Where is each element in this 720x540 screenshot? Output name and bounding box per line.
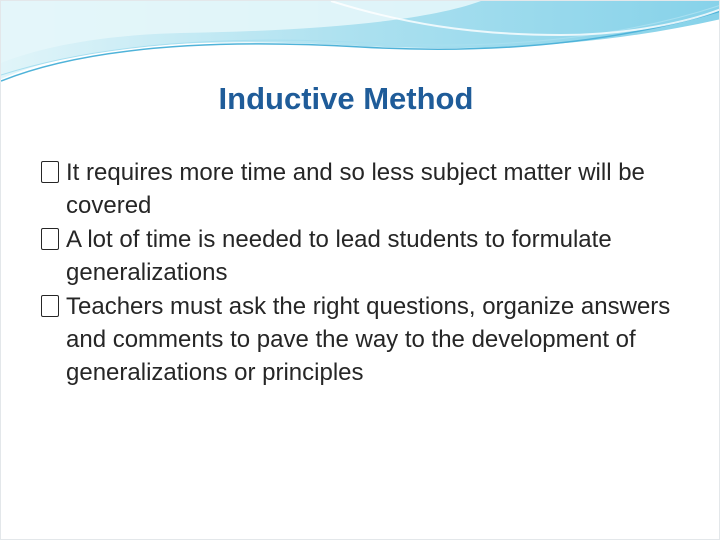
missing-glyph-box-icon xyxy=(41,161,59,183)
header-wave-decoration xyxy=(1,1,720,91)
bullet-text: A lot of time is needed to lead students to formulate generalizations xyxy=(66,226,612,286)
bullet-list xyxy=(41,156,681,390)
bullet-item xyxy=(41,290,681,389)
missing-glyph-box-icon xyxy=(41,228,59,250)
bullet-text: It requires more time and so less subject matter will be covered xyxy=(66,159,645,219)
bullet-item xyxy=(41,223,681,289)
bullet-text: Teachers must ask the right questions, organize answers and comments to pave the way to the development of generalizations or principles xyxy=(66,293,671,386)
slide-title: Inductive Method xyxy=(218,81,474,116)
missing-glyph-box-icon xyxy=(41,295,59,317)
bullet-item xyxy=(41,156,681,222)
